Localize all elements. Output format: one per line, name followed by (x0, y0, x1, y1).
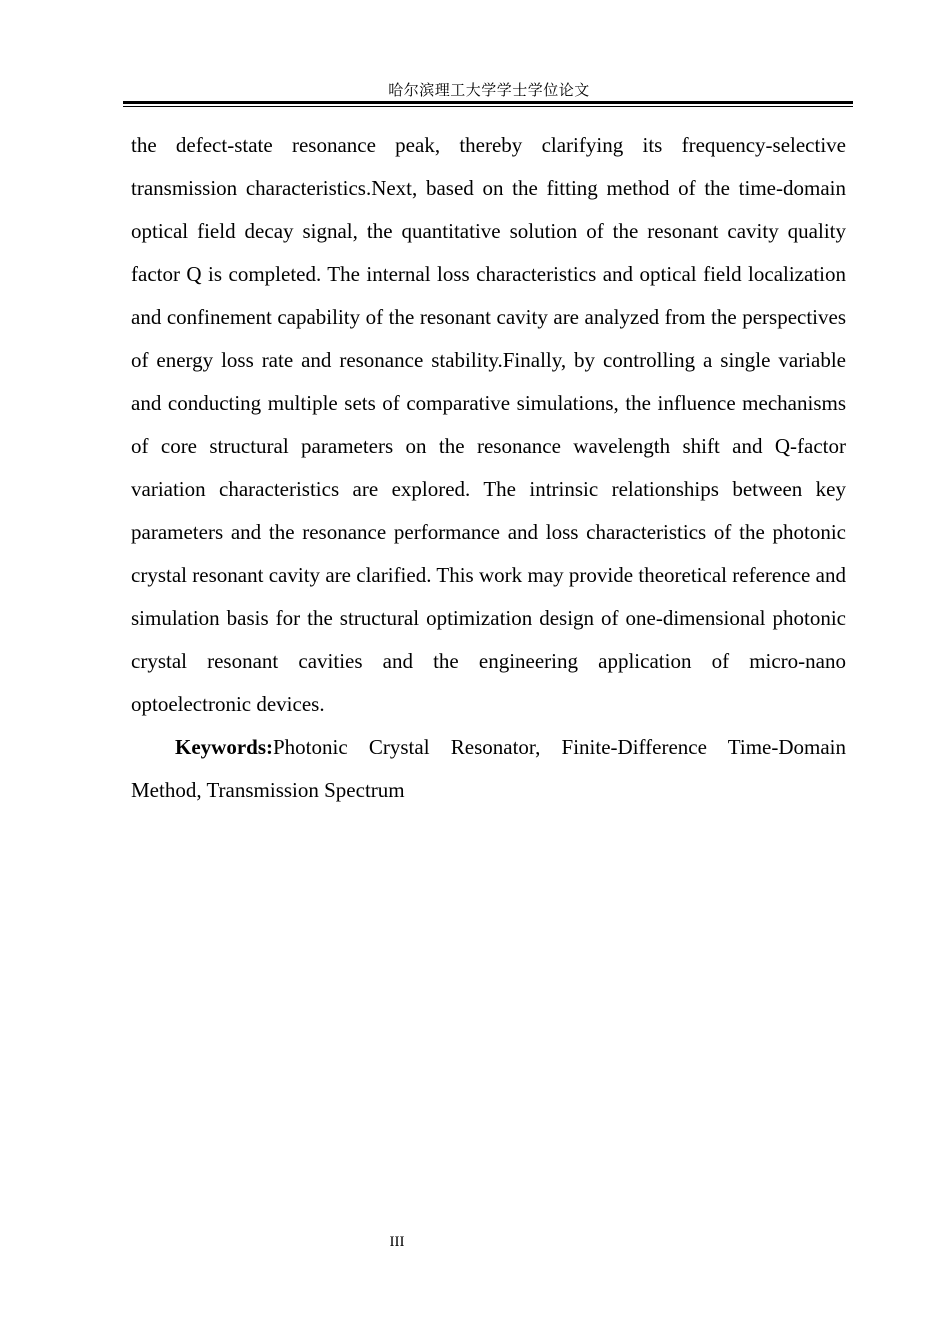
keywords-label: Keywords: (175, 735, 273, 759)
header-rule-thin (123, 106, 853, 107)
keywords-paragraph (131, 726, 846, 812)
keywords-text: Photonic Crystal Resonator, Finite-Difference Time-Domain Method, Transmission Spectrum (131, 735, 846, 802)
header-rule-thick (123, 101, 853, 104)
main-content (131, 124, 846, 812)
abstract-paragraph: the defect-state resonance peak, thereby clarifying its frequency-selective transmission characteristics.Next, based on the fitting method of the time-domain optical field decay signal, the quantitative solution of the resonant cavity quality factor Q is completed. The internal loss characteristics and optical field localization and confinement capability of the resonant cavity are analyzed from the perspectives of energy loss rate and resonance stability.Finally, by controlling a single variable and conducting multiple sets of comparative simulations, the influence mechanisms of core structural parameters on the resonance wavelength shift and Q-factor variation characteristics are explored. The intrinsic relationships between key parameters and the resonance performance and loss characteristics of the photonic crystal resonant cavity are clarified. This work may provide theoretical reference and simulation basis for the structural optimization design of one-dimensional photonic crystal resonant cavities and the engineering application of micro-nano optoelectronic devices. (131, 133, 846, 716)
page-number: III (389, 1234, 405, 1250)
page-header-title: 哈尔滨理工大学学士学位论文 (388, 81, 590, 99)
